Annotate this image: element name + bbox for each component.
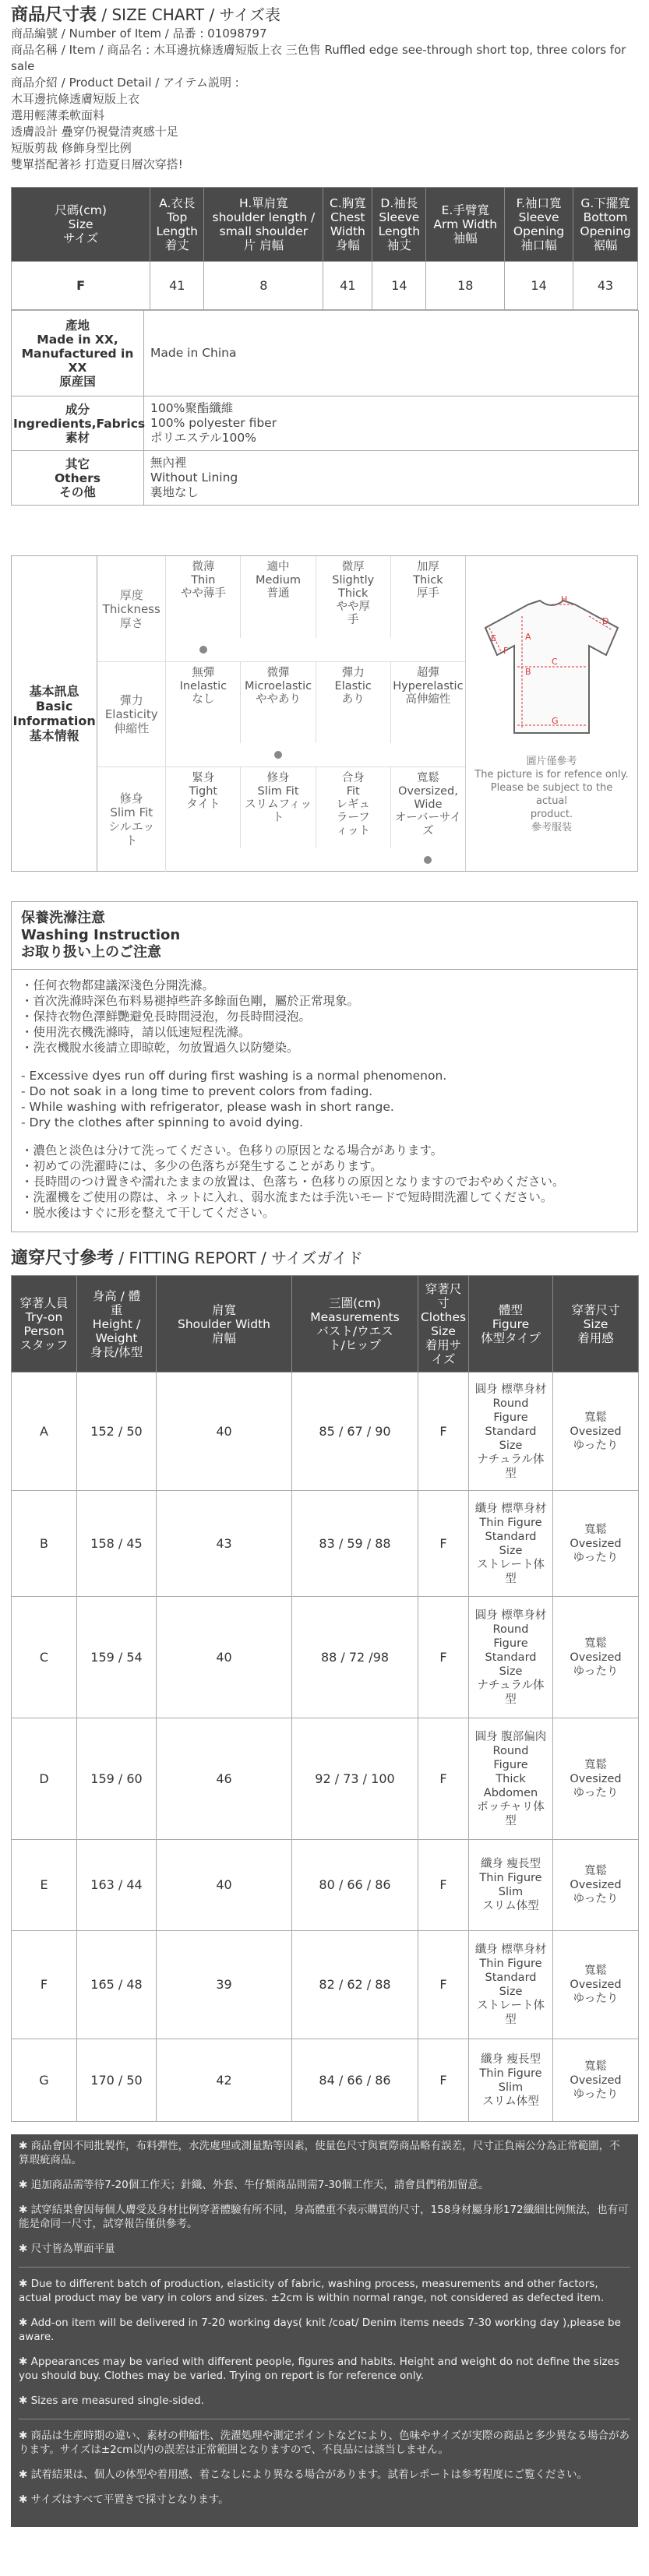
fitting-hw: 165 / 48: [77, 1931, 157, 2039]
diagram-letter-h: H: [561, 594, 568, 604]
size-cell: 18: [426, 262, 505, 310]
washing-panel: [11, 901, 638, 1232]
fitting-hw: 159 / 54: [77, 1597, 157, 1718]
fitting-shoulder: 40: [157, 1840, 292, 1931]
washing-line: - While washing with refrigerator, please wash in short range.: [21, 1100, 394, 1114]
fitting-table: [11, 1275, 639, 2122]
option-label: 修身 Slim Fit スリムフィッ ト: [241, 767, 316, 848]
note-line: ✱ 試着結果は、個人の体型や着用感、着こなしにより異なる場合があります。試着レポートは参考程度にご覧ください。: [19, 2469, 588, 2481]
size-cell: 14: [505, 262, 573, 310]
option-labels: [166, 767, 465, 848]
size-col-header: G.下擺寬 Bottom Opening 裾幅: [573, 188, 638, 262]
size-cell: 8: [204, 262, 323, 310]
note-line: ✱ 尺寸皆為單面平量: [19, 2243, 115, 2255]
size-col-header: H.單肩寬 shoulder length / small shoulder 片 肩幅: [204, 188, 323, 262]
fitting-size: F: [418, 1840, 469, 1931]
fitting-row: [12, 1491, 639, 1597]
option-label: 加厚 Thick 厚手: [413, 561, 443, 600]
fitting-fit: 寬鬆 Ovesized ゆったり: [553, 1597, 639, 1718]
option-label: 合身 Fit レギュ ラーフ ィット: [316, 767, 391, 848]
washing-line: ・長時間のつけ置きや濡れたままの放置は、色落ち・色移りの原因となりますのでおやめください。: [21, 1175, 565, 1189]
option-labels: [166, 556, 465, 638]
fitting-fit: 寬鬆 Ovesized ゆったり: [553, 1840, 639, 1931]
dot-cell: [316, 848, 390, 872]
detail-lines: [11, 91, 638, 173]
size-cell: 14: [372, 262, 426, 310]
option-label: 微薄 Thin やや薄手: [166, 556, 241, 638]
option-label: 寬鬆 Oversized, Wide オーバーサイ ズ: [394, 772, 462, 837]
dot-cell: [316, 743, 390, 766]
dot-cell: [241, 848, 316, 872]
washing-line: - Do not soak in a long time to prevent colors from fading.: [21, 1084, 373, 1098]
basic-row: [97, 661, 465, 766]
size-col-header: E.手臂寬 Arm Width 袖幅: [426, 188, 505, 262]
washing-line: ・首次洗滌時深色布料易褪掉些許多餘面色剛，屬於正常現象。: [21, 994, 360, 1008]
fitting-col-header: 三圍(cm) Measurements バスト/ウエス ト/ヒップ: [292, 1276, 418, 1373]
basic-row: [97, 766, 465, 872]
tshirt-diagram: [474, 593, 630, 741]
diagram-note: 圖片僅參考 The picture is for refence only. Please be subject to the actual product. 參考服装: [474, 756, 629, 833]
basic-row-key: 厚度 Thickness 厚さ: [97, 556, 166, 661]
washing-line: ・任何衣物都建議深淺色分開洗滌。: [21, 978, 215, 992]
basic-row-options: [166, 767, 465, 872]
option-dots: [166, 848, 465, 872]
detail-line: 透膚設計 疊穿仍視覺清爽感十足: [11, 125, 178, 139]
fitting-size: F: [418, 1718, 469, 1840]
material-key: 成分 Ingredients,Fabrics 素材: [12, 396, 144, 451]
option-dots: [166, 743, 465, 766]
size-cell: 41: [323, 262, 372, 310]
fitting-col-header: 體型 Figure 体型タイプ: [469, 1276, 553, 1373]
basic-info-grid: [97, 556, 466, 871]
fitting-shoulder: 39: [157, 1931, 292, 2039]
size-col-header: A.衣長 Top Length 着丈: [150, 188, 204, 262]
fitting-hw: 159 / 60: [77, 1718, 157, 1840]
item-number: 商品編號 / Number of Item / 品番 : 01098797: [11, 26, 267, 41]
fitting-person: A: [12, 1373, 77, 1491]
fitting-shoulder: 42: [157, 2039, 292, 2122]
basic-row-options: [166, 662, 465, 766]
fitting-person: E: [12, 1840, 77, 1931]
fitting-hw: 163 / 44: [77, 1840, 157, 1931]
fitting-size: F: [418, 2039, 469, 2122]
fitting-person: C: [12, 1597, 77, 1718]
material-value: 無內裡 Without Lining 裏地なし: [144, 451, 639, 506]
fitting-col-header: 穿著尺寸 Size 着用感: [553, 1276, 639, 1373]
basic-row-options: [166, 556, 465, 661]
basic-info-label: 基本訊息 Basic Information 基本情報: [12, 556, 97, 871]
tshirt-icon: [474, 593, 630, 741]
fitting-meas: 88 / 72 /98: [292, 1597, 418, 1718]
basic-row-key: 修身 Slim Fit シルエッ ト: [97, 767, 166, 872]
washing-title: 保養洗滌注意 Washing Instruction お取り扱い上のご注意: [12, 902, 637, 970]
size-col-header: 尺碼(cm) Size サイズ: [12, 188, 150, 262]
note-line: ✱ 商品は生産時期の違い、素材の伸縮性、洗濯処理や測定ポイントなどにより、色味やサイズが実際の商品と多少異なる場合があります。サイズは±2cm以内の誤差は正常範囲となりますので、不良品には該当しません。: [19, 2430, 630, 2456]
product-header: [0, 0, 649, 173]
fitting-person: G: [12, 2039, 77, 2122]
diagram-letter-f: F: [503, 646, 509, 656]
fitting-meas: 82 / 62 / 88: [292, 1931, 418, 2039]
material-key: 其它 Others その他: [12, 451, 144, 506]
fitting-person: F: [12, 1931, 77, 2039]
size-cell: 43: [573, 262, 638, 310]
fitting-row: [12, 1718, 639, 1840]
basic-row: [97, 556, 465, 661]
washing-line: ・濃色と淡色は分けて洗ってください。色移りの原因となる場合があります。: [21, 1144, 443, 1158]
dot-cell: [241, 638, 316, 661]
diagram-letter-b: B: [525, 667, 531, 677]
dot-cell: [166, 848, 241, 872]
washing-line: ・洗濯機をご使用の際は、ネットに入れ、弱水流または手洗いモードで短時間洗濯してください。: [21, 1190, 553, 1204]
size-table: [11, 187, 638, 310]
fitting-size: F: [418, 1931, 469, 2039]
note-line: ✱ Due to different batch of production, elasticity of fabric, washing process, measurements and other factors, actual product may be vary in colors and sizes. ±2cm is within normal range, not considered as defected item.: [19, 2278, 605, 2304]
note-line: ✱ Add-on item will be delivered in 7-20 working days( knit /coat/ Denim items needs 7-30 working day ),please be aware.: [19, 2317, 621, 2343]
fitting-shoulder: 43: [157, 1491, 292, 1597]
fitting-size: F: [418, 1373, 469, 1491]
option-label: 超彈 Hyperelastic 高伸縮性: [393, 667, 464, 706]
fitting-fit: 寬鬆 Ovesized ゆったり: [553, 1718, 639, 1840]
fitting-figure: 纖身 標準身材 Thin Figure Standard Size ストレート体 型: [469, 1931, 553, 2039]
option-label: 微厚 Slightly Thick やや厚 手: [316, 556, 391, 638]
garment-diagram-area: [466, 556, 637, 871]
detail-line: 木耳邊抗條透膚短版上衣: [11, 92, 140, 106]
fitting-col-header: 肩寬 Shoulder Width 肩幅: [157, 1276, 292, 1373]
size-col-header: D.袖長 Sleeve Length 袖丈: [372, 188, 426, 262]
detail-line: 短版剪裁 修飾身型比例: [11, 141, 132, 155]
dot-cell: [241, 743, 316, 766]
fitting-size: F: [418, 1597, 469, 1718]
fitting-person: B: [12, 1491, 77, 1597]
size-col-header: F.袖口寬 Sleeve Opening 袖口幅: [505, 188, 573, 262]
notes-panel: [11, 2134, 638, 2527]
fitting-row: [12, 1597, 639, 1718]
material-value: 100%聚酯纖維 100% polyester fiber ポリエステル100%: [144, 396, 639, 451]
item-name: 商品名稱 / Item / 商品名 : 木耳邊抗條透膚短版上衣 三色售 Ruffled edge see-through short top, three colors for sale: [11, 43, 626, 73]
fitting-person: D: [12, 1718, 77, 1840]
fitting-figure: 纖身 瘦長型 Thin Figure Slim スリム体型: [469, 2039, 553, 2122]
option-dots: [166, 638, 465, 661]
material-value: Made in China: [144, 311, 639, 396]
washing-line: ・脱水後はすぐに形を整えて干してください。: [21, 1206, 275, 1220]
fitting-fit: 寬鬆 Ovesized ゆったり: [553, 1373, 639, 1491]
fitting-meas: 85 / 67 / 90: [292, 1373, 418, 1491]
selected-dot-icon: [424, 856, 432, 864]
material-key: 產地 Made in XX, Manufactured in XX 原産国: [12, 311, 144, 396]
note-line: ✱ サイズはすべて平置きで採寸となります。: [19, 2493, 229, 2506]
option-label: 彈力 Elastic あり: [316, 662, 391, 743]
fitting-shoulder: 46: [157, 1718, 292, 1840]
size-chart-title: 商品尺寸表 / SIZE CHART / サイズ表: [11, 5, 280, 25]
fitting-figure: 圓身 標準身材 Round Figure Standard Size ナチュラル体 型: [469, 1597, 553, 1718]
detail-line: 選用輕薄柔軟面料: [11, 108, 105, 122]
option-label: 適中 Medium 普通: [241, 556, 316, 638]
material-table: [11, 310, 639, 506]
fitting-meas: 83 / 59 / 88: [292, 1491, 418, 1597]
dot-cell: [166, 743, 241, 766]
dot-cell: [316, 638, 390, 661]
size-cell: 41: [150, 262, 204, 310]
dot-cell: [390, 848, 465, 872]
diagram-letter-a: A: [525, 632, 531, 642]
size-col-header: C.胸寬 Chest Width 身幅: [323, 188, 372, 262]
fitting-row: [12, 2039, 639, 2122]
material-row: [12, 311, 639, 396]
selected-dot-icon: [274, 751, 282, 759]
fitting-meas: 84 / 66 / 86: [292, 2039, 418, 2122]
fitting-col-header: 穿著人員 Try-on Person スタッフ: [12, 1276, 77, 1373]
option-label: 無彈 Inelastic なし: [166, 662, 241, 743]
option-label: 緊身 Tight タイト: [166, 767, 241, 848]
note-line: ✱ 試穿結果會因每個人膚受及身材比例穿著體驗有所不同，身高體重不表示購買的尺寸，158身材屬身形172纖細比例無法，也有可能是命同一尺寸，試穿報告僅供參考。: [19, 2204, 629, 2230]
fitting-meas: 92 / 73 / 100: [292, 1718, 418, 1840]
fitting-col-header: 穿著尺 寸 Clothes Size 着用サ イズ: [418, 1276, 469, 1373]
selected-dot-icon: [199, 646, 207, 654]
option-label: 微彈 Microelastic ややあり: [241, 662, 316, 743]
fitting-row: [12, 1373, 639, 1491]
fitting-shoulder: 40: [157, 1597, 292, 1718]
size-row: [12, 262, 638, 310]
fitting-fit: 寬鬆 Ovesized ゆったり: [553, 2039, 639, 2122]
material-row: [12, 451, 639, 506]
fitting-fit: 寬鬆 Ovesized ゆったり: [553, 1491, 639, 1597]
washing-line: ・保持衣物色澤鮮艷避免長時間浸泡，勿長時間浸泡。: [21, 1010, 312, 1024]
washing-text: [12, 970, 637, 1232]
fitting-hw: 158 / 45: [77, 1491, 157, 1597]
washing-line: ・使用洗衣機洗滌時，請以低速短程洗滌。: [21, 1025, 251, 1039]
size-cell: F: [12, 262, 150, 310]
note-line: ✱ Appearances may be varied with different people, figures and habits. Height and weight do not define the sizes you should buy. Clothes may be varied. Trying on report is for reference only.: [19, 2356, 619, 2382]
fitting-figure: 圓身 標準身材 Round Figure Standard Size ナチュラル体 型: [469, 1373, 553, 1491]
diagram-letter-d: D: [602, 616, 609, 626]
washing-line: ・洗衣機脫水後請立即晾乾，勿放置過久以防變染。: [21, 1041, 299, 1055]
fitting-title: 適穿尺寸參考 / FITTING REPORT / サイズガイド: [11, 1249, 363, 1268]
note-line: ✱ Sizes are measured single-sided.: [19, 2395, 204, 2407]
diagram-letter-c: C: [552, 657, 558, 667]
dot-cell: [166, 638, 241, 661]
fitting-shoulder: 40: [157, 1373, 292, 1491]
fitting-figure: 圓身 腹部偏肉 Round Figure Thick Abdomen ポッチャリ体 型: [469, 1718, 553, 1840]
diagram-letter-g: G: [552, 716, 559, 726]
fitting-hw: 152 / 50: [77, 1373, 157, 1491]
diagram-letter-e: E: [491, 633, 496, 643]
washing-line: - Dry the clothes after spinning to avoid dying.: [21, 1115, 304, 1129]
fitting-figure: 纖身 瘦長型 Thin Figure Slim スリム体型: [469, 1840, 553, 1931]
fitting-row: [12, 1840, 639, 1931]
fitting-col-header: 身高 / 體 重 Height / Weight 身長/体型: [77, 1276, 157, 1373]
detail-title: 商品介紹 / Product Detail / アイテム説明 :: [11, 76, 239, 90]
washing-line: ・初めての洗濯時には、多少の色落ちが発生することがあります。: [21, 1159, 383, 1173]
dot-cell: [390, 743, 465, 766]
dot-cell: [390, 638, 465, 661]
fitting-size: F: [418, 1491, 469, 1597]
washing-line: - Excessive dyes run off during first washing is a normal phenomenon.: [21, 1069, 447, 1083]
detail-line: 雙單搭配著衫 打造夏日層次穿搭!: [11, 157, 183, 171]
fitting-row: [12, 1931, 639, 2039]
basic-info-panel: [11, 555, 638, 872]
note-line: ✱ 追加商品需等待7-20個工作天；針織、外套、牛仔類商品則需7-30個工作天，請會員們稍加留意。: [19, 2179, 489, 2191]
fitting-figure: 纖身 標準身材 Thin Figure Standard Size ストレート体 型: [469, 1491, 553, 1597]
note-line: ✱ 商品會因不同批製作，布料彈性，水洗處理或測量點等因素，使量色尺寸與實際商品略有誤差，尺寸正負兩公分為正常範圍，不算瑕疵商品。: [19, 2140, 620, 2166]
basic-row-key: 彈力 Elasticity 伸縮性: [97, 662, 166, 766]
fitting-fit: 寬鬆 Ovesized ゆったり: [553, 1931, 639, 2039]
option-labels: [166, 662, 465, 743]
material-row: [12, 396, 639, 451]
fitting-hw: 170 / 50: [77, 2039, 157, 2122]
fitting-meas: 80 / 66 / 86: [292, 1840, 418, 1931]
